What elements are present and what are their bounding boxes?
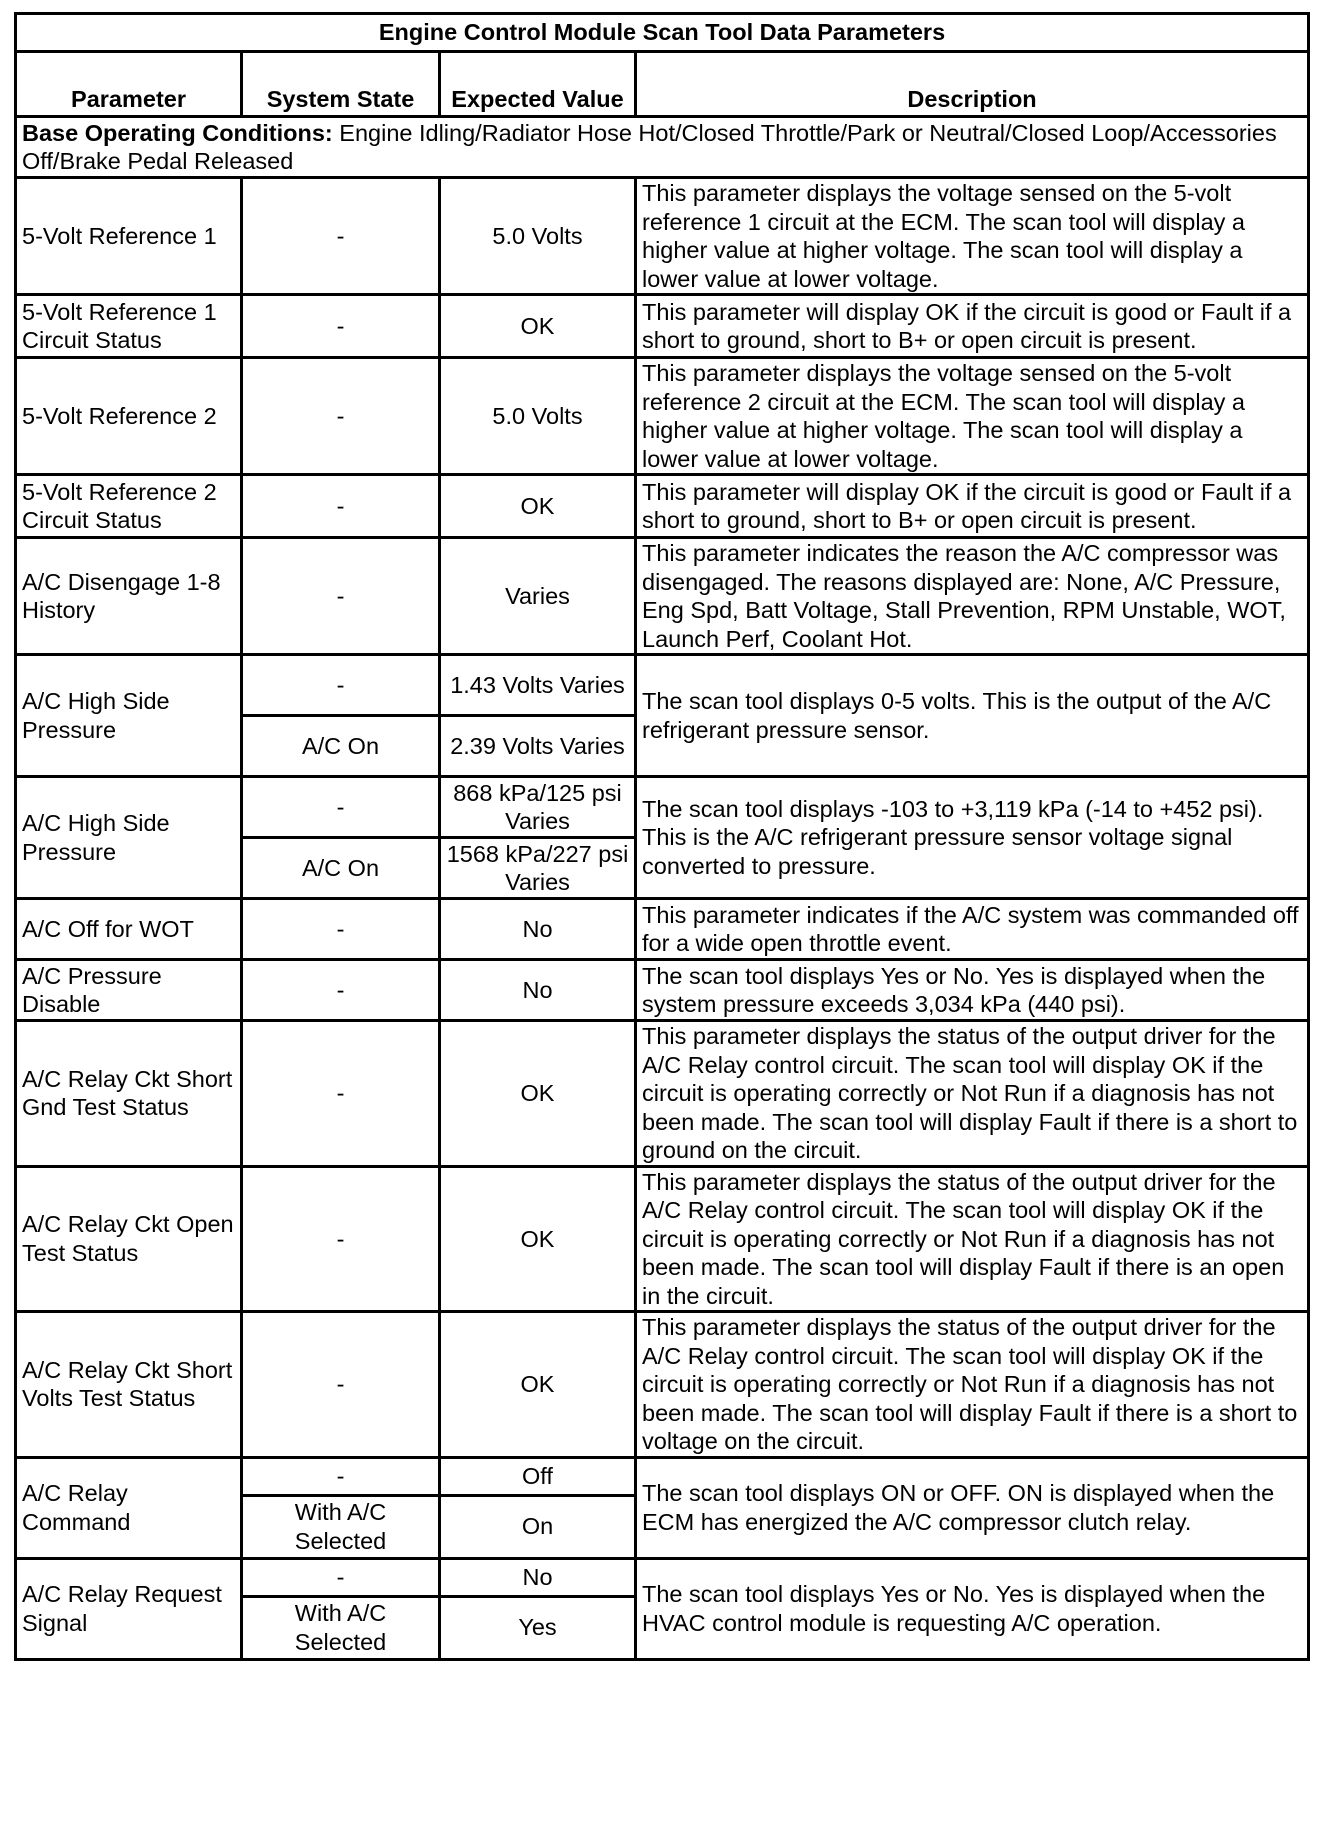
description-cell: The scan tool displays -103 to +3,119 kPa (-14 to +452 psi). This is the A/C refrigerant pressure sensor voltage signal converted to pressure. [636, 777, 1309, 899]
column-header-row [16, 52, 1309, 117]
table-row [16, 538, 1309, 655]
expected-value-cell: OK [440, 1166, 636, 1312]
system-state-cell: A/C On [242, 838, 440, 899]
scan-tool-data-table [14, 12, 1310, 1661]
parameter-cell: A/C High Side Pressure [16, 777, 242, 899]
parameter-cell: A/C Relay Command [16, 1457, 242, 1558]
parameter-cell: A/C Relay Request Signal [16, 1558, 242, 1659]
parameter-cell: A/C High Side Pressure [16, 655, 242, 777]
table-row [16, 295, 1309, 358]
parameter-cell: A/C Relay Ckt Short Volts Test Status [16, 1312, 242, 1458]
system-state-cell: With A/C Selected [242, 1495, 440, 1558]
expected-value-cell: OK [440, 475, 636, 538]
system-state-cell: With A/C Selected [242, 1596, 440, 1659]
description-cell: This parameter displays the status of the output driver for the A/C Relay control circuit. The scan tool will display OK if the circuit is operating correctly or Not Run if a diagnosis has not been made. The scan tool will display Fault if there is a short to voltage on the circuit. [636, 1312, 1309, 1458]
parameter-cell: 5-Volt Reference 2 [16, 358, 242, 475]
description-cell: This parameter displays the voltage sensed on the 5-volt reference 1 circuit at the ECM. The scan tool will display a higher value at higher voltage. The scan tool will display a lower value at lower voltage. [636, 178, 1309, 295]
parameter-cell: 5-Volt Reference 2 Circuit Status [16, 475, 242, 538]
description-cell: This parameter displays the status of the output driver for the A/C Relay control circuit. The scan tool will display OK if the circuit is operating correctly or Not Run if a diagnosis has not been made. The scan tool will display Fault if there is an open in the circuit. [636, 1166, 1309, 1312]
system-state-cell: - [242, 358, 440, 475]
base-conditions-cell [16, 117, 1309, 178]
column-header-system-state: System State [242, 52, 440, 117]
table-title-row [16, 14, 1309, 52]
parameter-cell: A/C Off for WOT [16, 899, 242, 960]
description-cell: This parameter will display OK if the circuit is good or Fault if a short to ground, short to B+ or open circuit is present. [636, 475, 1309, 538]
expected-value-cell: 5.0 Volts [440, 178, 636, 295]
system-state-cell: - [242, 655, 440, 716]
expected-value-cell: 868 kPa/125 psi Varies [440, 777, 636, 838]
expected-value-cell: Yes [440, 1596, 636, 1659]
system-state-cell: - [242, 899, 440, 960]
base-conditions-label: Base Operating Conditions: [22, 119, 333, 146]
column-header-expected-value: Expected Value [440, 52, 636, 117]
parameter-cell: 5-Volt Reference 1 [16, 178, 242, 295]
expected-value-cell: No [440, 960, 636, 1021]
table-title: Engine Control Module Scan Tool Data Parameters [16, 14, 1309, 52]
base-conditions-row [16, 117, 1309, 178]
system-state-cell: - [242, 777, 440, 838]
parameter-cell: A/C Disengage 1-8 History [16, 538, 242, 655]
system-state-cell: - [242, 1021, 440, 1167]
table-row [16, 960, 1309, 1021]
parameter-cell: A/C Pressure Disable [16, 960, 242, 1021]
expected-value-cell: No [440, 1558, 636, 1596]
table-row [16, 475, 1309, 538]
table-row [16, 899, 1309, 960]
expected-value-cell: On [440, 1495, 636, 1558]
expected-value-cell: 1.43 Volts Varies [440, 655, 636, 716]
table-row [16, 358, 1309, 475]
table-row [16, 1558, 1309, 1596]
expected-value-cell: OK [440, 1021, 636, 1167]
system-state-cell: - [242, 475, 440, 538]
system-state-cell: - [242, 1457, 440, 1495]
expected-value-cell: 5.0 Volts [440, 358, 636, 475]
table-row [16, 1312, 1309, 1458]
column-header-parameter: Parameter [16, 52, 242, 117]
table-row [16, 178, 1309, 295]
table-row [16, 1021, 1309, 1167]
table-row [16, 1457, 1309, 1495]
system-state-cell: - [242, 1312, 440, 1458]
expected-value-cell: 1568 kPa/227 psi Varies [440, 838, 636, 899]
expected-value-cell: Varies [440, 538, 636, 655]
parameter-cell: A/C Relay Ckt Open Test Status [16, 1166, 242, 1312]
system-state-cell: - [242, 1558, 440, 1596]
expected-value-cell: OK [440, 1312, 636, 1458]
description-cell: This parameter displays the voltage sensed on the 5-volt reference 2 circuit at the ECM. The scan tool will display a higher value at higher voltage. The scan tool will display a lower value at lower voltage. [636, 358, 1309, 475]
table-row [16, 777, 1309, 838]
base-conditions-text: Engine Idling/Radiator Hose Hot/Closed Throttle/Park or Neutral/Closed Loop/Accessories Off/Brake Pedal Released [22, 119, 1277, 174]
description-cell: This parameter indicates if the A/C system was commanded off for a wide open throttle event. [636, 899, 1309, 960]
expected-value-cell: OK [440, 295, 636, 358]
expected-value-cell: 2.39 Volts Varies [440, 716, 636, 777]
description-cell: The scan tool displays Yes or No. Yes is displayed when the HVAC control module is requesting A/C operation. [636, 1558, 1309, 1659]
system-state-cell: - [242, 1166, 440, 1312]
system-state-cell: - [242, 960, 440, 1021]
description-cell: This parameter will display OK if the circuit is good or Fault if a short to ground, short to B+ or open circuit is present. [636, 295, 1309, 358]
description-cell: This parameter displays the status of the output driver for the A/C Relay control circuit. The scan tool will display OK if the circuit is operating correctly or Not Run if a diagnosis has not been made. The scan tool will display Fault if there is a short to ground on the circuit. [636, 1021, 1309, 1167]
description-cell: The scan tool displays 0-5 volts. This is the output of the A/C refrigerant pressure sensor. [636, 655, 1309, 777]
parameter-cell: A/C Relay Ckt Short Gnd Test Status [16, 1021, 242, 1167]
description-cell: The scan tool displays ON or OFF. ON is displayed when the ECM has energized the A/C compressor clutch relay. [636, 1457, 1309, 1558]
parameter-cell: 5-Volt Reference 1 Circuit Status [16, 295, 242, 358]
column-header-description: Description [636, 52, 1309, 117]
expected-value-cell: No [440, 899, 636, 960]
system-state-cell: - [242, 178, 440, 295]
expected-value-cell: Off [440, 1457, 636, 1495]
table-body [16, 117, 1309, 1660]
description-cell: The scan tool displays Yes or No. Yes is displayed when the system pressure exceeds 3,034 kPa (440 psi). [636, 960, 1309, 1021]
system-state-cell: A/C On [242, 716, 440, 777]
description-cell: This parameter indicates the reason the A/C compressor was disengaged. The reasons displayed are: None, A/C Pressure, Eng Spd, Batt Voltage, Stall Prevention, RPM Unstable, WOT, Launch Perf, Coolant Hot. [636, 538, 1309, 655]
scan-tool-data-table-container [14, 12, 1307, 1661]
table-row [16, 655, 1309, 716]
system-state-cell: - [242, 295, 440, 358]
system-state-cell: - [242, 538, 440, 655]
table-row [16, 1166, 1309, 1312]
